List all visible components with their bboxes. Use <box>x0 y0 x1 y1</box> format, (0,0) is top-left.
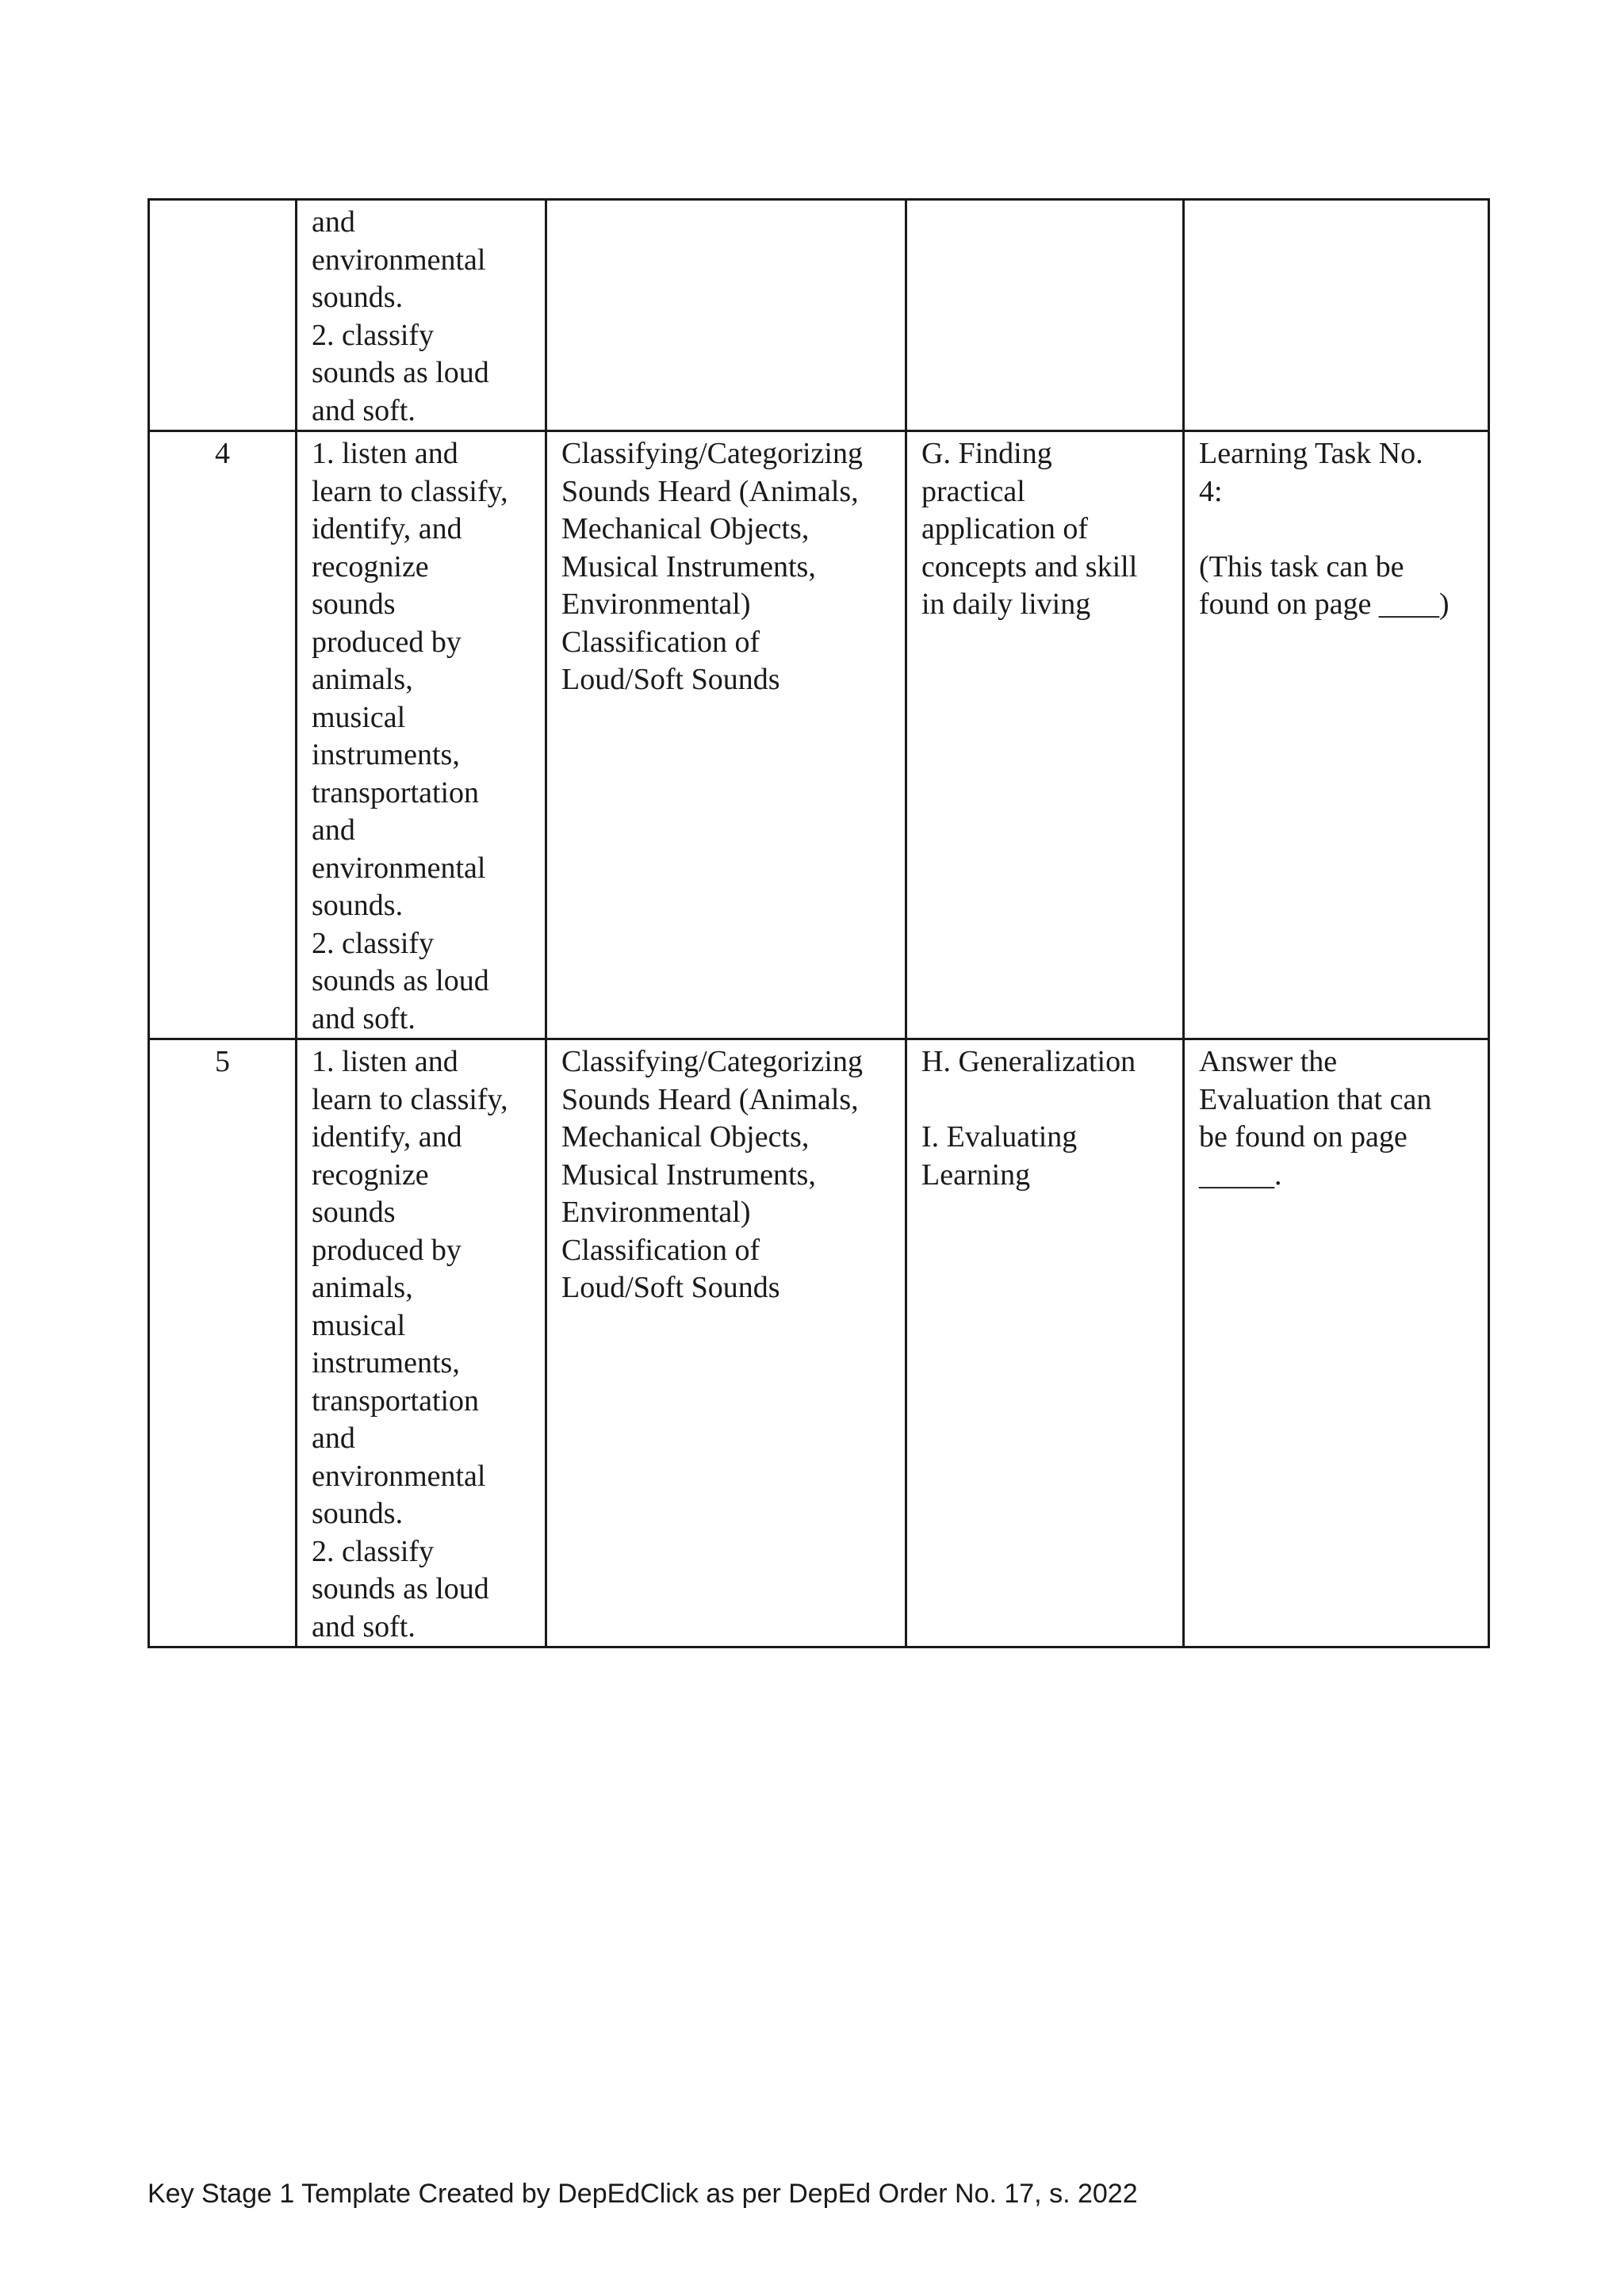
cell-line: Musical Instruments, <box>561 1158 816 1192</box>
cell-line: sounds. <box>312 281 404 314</box>
content-cell <box>546 1039 906 1647</box>
cell-line: sounds <box>312 587 396 621</box>
cell-line: produced by <box>312 625 462 659</box>
cell-line <box>921 1081 1168 1119</box>
cell-line: _____. <box>1199 1158 1282 1192</box>
cell-line: recognize <box>312 549 429 584</box>
cell-line: instruments, <box>312 738 460 771</box>
activity-cell <box>1184 1039 1489 1647</box>
cell-line: sounds as loud <box>312 1572 489 1605</box>
table-row <box>149 200 1489 431</box>
lesson-plan-table <box>147 198 1490 1648</box>
cell-line: musical <box>312 1308 406 1342</box>
cell-line: Classifying/Categorizing <box>561 1045 863 1078</box>
cell-line: Evaluation that can <box>1199 1082 1432 1116</box>
cell-line: found on page ____) <box>1199 587 1450 621</box>
cell-line: Environmental) <box>561 1196 751 1229</box>
cell-line: 1. listen and <box>312 437 458 470</box>
cell-line: learn to classify, <box>312 1082 508 1116</box>
table-row <box>149 431 1489 1039</box>
cell-line: identify, and <box>312 512 462 545</box>
content-cell <box>546 200 906 431</box>
procedure-cell <box>906 1039 1184 1647</box>
cell-line: transportation <box>312 775 480 809</box>
cell-line: sounds as loud <box>312 964 489 997</box>
cell-line: Loud/Soft Sounds <box>561 1271 780 1304</box>
cell-line: musical <box>312 700 406 734</box>
cell-line: animals, <box>312 1271 413 1304</box>
cell-line: environmental <box>312 243 486 277</box>
cell-line: instruments, <box>312 1346 460 1380</box>
activity-cell <box>1184 200 1489 431</box>
cell-line: recognize <box>312 1158 429 1192</box>
cell-line: G. Finding <box>921 437 1052 470</box>
cell-line: I. Evaluating <box>921 1120 1078 1154</box>
cell-line: sounds. <box>312 1497 404 1530</box>
cell-line: Learning <box>921 1158 1031 1192</box>
cell-line: (This task can be <box>1199 549 1404 584</box>
cell-line: Environmental) <box>561 587 751 621</box>
cell-line: transportation <box>312 1383 480 1418</box>
page-footer: Key Stage 1 Template Created by DepEdClick as per DepEd Order No. 17, s. 2022 <box>147 2179 1138 2209</box>
cell-line: animals, <box>312 663 413 696</box>
cell-line: Musical Instruments, <box>561 549 816 584</box>
cell-line: sounds as loud <box>312 356 489 389</box>
procedure-cell <box>906 431 1184 1039</box>
lesson-plan-table-body <box>149 200 1489 1647</box>
content-cell <box>546 431 906 1039</box>
day-cell: 4 <box>149 431 297 1039</box>
cell-line: 1. listen and <box>312 1045 458 1078</box>
cell-line: in daily living <box>921 587 1091 621</box>
day-cell <box>149 200 297 431</box>
table-row <box>149 1039 1489 1647</box>
cell-line: 2. classify <box>312 318 435 352</box>
cell-line: identify, and <box>312 1120 462 1154</box>
activity-cell <box>1184 431 1489 1039</box>
cell-line: Mechanical Objects, <box>561 512 810 545</box>
cell-line: Classification of <box>561 625 760 659</box>
cell-line: Sounds Heard (Animals, <box>561 474 859 508</box>
cell-line: produced by <box>312 1233 462 1267</box>
cell-line: sounds. <box>312 889 404 922</box>
cell-line: Classifying/Categorizing <box>561 437 863 470</box>
cell-line: 2. classify <box>312 926 435 960</box>
day-cell: 5 <box>149 1039 297 1647</box>
cell-line: practical <box>921 474 1025 508</box>
cell-line: Answer the <box>1199 1045 1338 1078</box>
cell-line: Sounds Heard (Animals, <box>561 1082 859 1116</box>
cell-line: be found on page <box>1199 1120 1408 1154</box>
cell-line: environmental <box>312 1459 486 1493</box>
cell-line: and soft. <box>312 1609 416 1644</box>
cell-line: Classification of <box>561 1233 760 1267</box>
procedure-cell <box>906 200 1184 431</box>
cell-line: and <box>312 1422 355 1455</box>
objectives-cell <box>297 1039 546 1647</box>
objectives-cell <box>297 431 546 1039</box>
cell-line: learn to classify, <box>312 474 508 508</box>
cell-line: 2. classify <box>312 1534 435 1568</box>
objectives-cell <box>297 200 546 431</box>
cell-line: and soft. <box>312 393 416 427</box>
cell-line: 4: <box>1199 474 1223 508</box>
cell-line: and <box>312 205 355 239</box>
cell-line: and <box>312 813 355 847</box>
cell-line: Loud/Soft Sounds <box>561 663 780 696</box>
cell-line: Learning Task No. <box>1199 437 1423 470</box>
cell-line: H. Generalization <box>921 1045 1136 1078</box>
cell-line: environmental <box>312 851 486 885</box>
cell-line: sounds <box>312 1196 396 1229</box>
cell-line: concepts and skill <box>921 549 1138 584</box>
cell-line: application of <box>921 512 1088 545</box>
cell-line: and soft. <box>312 1001 416 1035</box>
cell-line: Mechanical Objects, <box>561 1120 810 1154</box>
cell-line <box>1199 511 1473 549</box>
